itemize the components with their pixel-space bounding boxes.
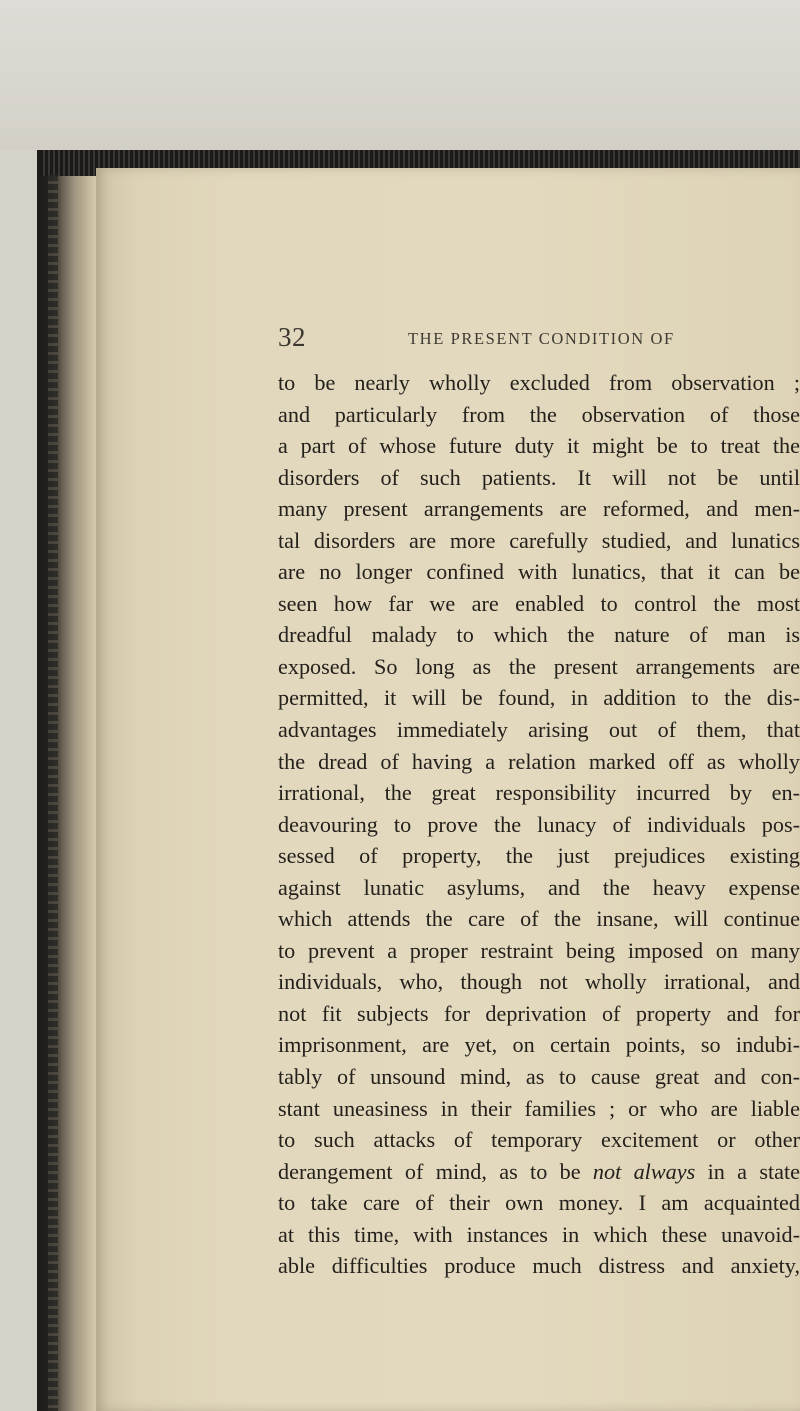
page-header	[278, 322, 798, 362]
text-line: sessed of property, the just prejudices existing	[278, 843, 800, 869]
page-stack-edge	[48, 175, 58, 1411]
text-line: advantages immediately arising out of them, that	[278, 717, 800, 743]
text-line: at this time, with instances in which these unavoid-	[278, 1221, 800, 1247]
text-line: many present arrangements are reformed, and men-	[278, 496, 800, 522]
text-line: stant uneasiness in their families ; or who are liable	[278, 1095, 800, 1121]
body-paragraph	[278, 367, 800, 1282]
text-line: a part of whose future duty it might be to treat the	[278, 433, 800, 459]
text-line: to such attacks of temporary excitement or other	[278, 1127, 800, 1153]
text-line-with-italic	[278, 1156, 800, 1188]
text-line: seen how far we are enabled to control the most	[278, 590, 800, 616]
text-line: irrational, the great responsibility incurred by en-	[278, 780, 800, 806]
text-line: not fit subjects for deprivation of property and for	[278, 1000, 800, 1026]
text-line: disorders of such patients. It will not be until	[278, 464, 800, 490]
text-run: derangement of mind, as to be	[278, 1158, 593, 1184]
text-line: the dread of having a relation marked off as wholly	[278, 748, 800, 774]
text-line: to prevent a proper restraint being imposed on many	[278, 937, 800, 963]
text-line: able difficulties produce much distress and anxiety,	[278, 1253, 800, 1279]
text-line: against lunatic asylums, and the heavy expense	[278, 874, 800, 900]
text-line: deavouring to prove the lunacy of individuals pos-	[278, 811, 800, 837]
text-line: and particularly from the observation of those	[278, 401, 800, 427]
text-line: tably of unsound mind, as to cause great and con-	[278, 1064, 800, 1090]
text-line: exposed. So long as the present arrangements are	[278, 653, 800, 679]
text-line: are no longer confined with lunatics, that it can be	[278, 559, 800, 585]
text-run: in a state	[695, 1158, 800, 1184]
text-line: to take care of their own money. I am acquainted	[278, 1190, 800, 1216]
text-line: individuals, who, though not wholly irrational, and	[278, 969, 800, 995]
text-line: permitted, it will be found, in addition to the dis-	[278, 685, 800, 711]
text-line: which attends the care of the insane, will continue	[278, 906, 800, 932]
running-head: THE PRESENT CONDITION OF	[408, 329, 675, 348]
text-line: imprisonment, are yet, on certain points, so indubi-	[278, 1032, 800, 1058]
text-line: to be nearly wholly excluded from observation ;	[278, 370, 800, 395]
page-number: 32	[278, 322, 306, 352]
italic-emphasis: not always	[592, 1158, 696, 1184]
text-line: dreadful malady to which the nature of man is	[278, 622, 800, 648]
text-line: tal disorders are more carefully studied, and lunatics	[278, 527, 800, 553]
background-surface	[0, 0, 800, 175]
